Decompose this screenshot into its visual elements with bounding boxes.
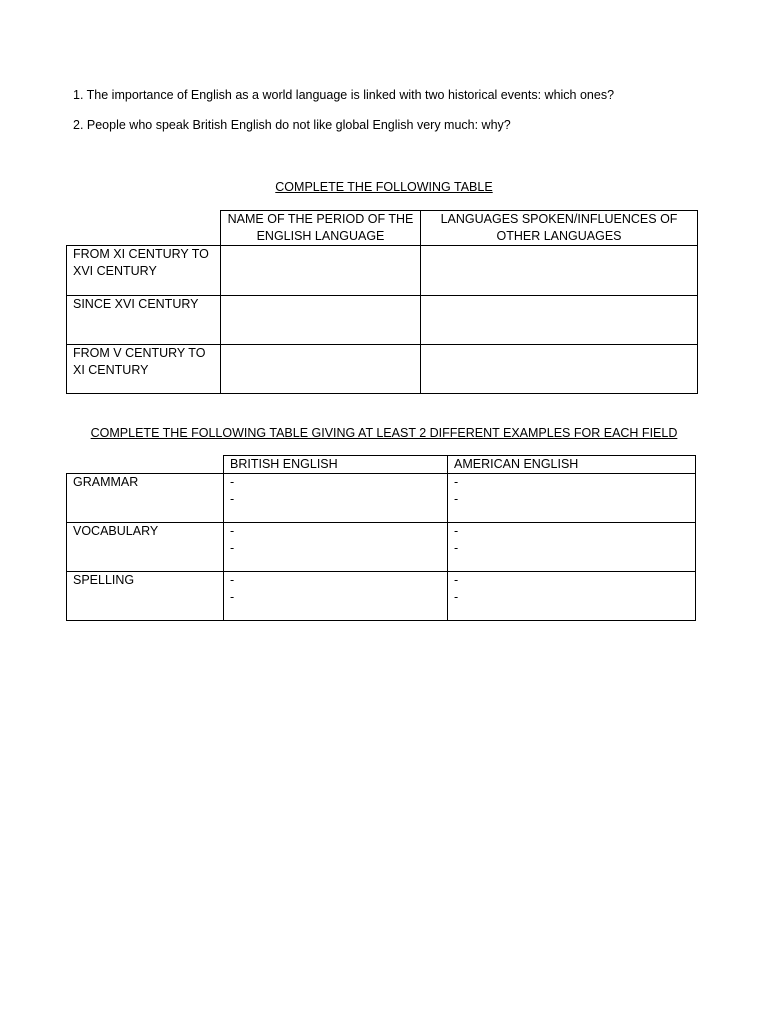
question-1: 1. The importance of English as a world language is linked with two historical events: which ones? xyxy=(73,88,615,102)
dash-bullet: - xyxy=(454,492,459,506)
header-period-name: NAME OF THE PERIOD OF THE ENGLISH LANGUAGE xyxy=(221,211,421,246)
varieties-table-header-row xyxy=(67,456,696,474)
table-row xyxy=(67,523,696,572)
languages-cell[interactable] xyxy=(421,345,698,394)
dash-bullet: - xyxy=(454,573,459,587)
period-name-cell[interactable] xyxy=(221,345,421,394)
dash-bullet: - xyxy=(454,541,459,555)
row-label: SPELLING xyxy=(67,572,224,621)
header-american-english: AMERICAN ENGLISH xyxy=(448,456,696,474)
empty-corner-cell xyxy=(67,211,221,246)
languages-cell[interactable] xyxy=(421,296,698,345)
table2-heading: COMPLETE THE FOLLOWING TABLE GIVING AT LEAST 2 DIFFERENT EXAMPLES FOR EACH FIELD xyxy=(90,426,678,440)
varieties-table xyxy=(66,455,696,621)
row-label: FROM XI CENTURY TO XVI CENTURY xyxy=(67,246,221,296)
dash-bullet: - xyxy=(454,524,459,538)
header-british-english: BRITISH ENGLISH xyxy=(224,456,448,474)
header-languages-spoken: LANGUAGES SPOKEN/INFLUENCES OF OTHER LANGUAGES xyxy=(421,211,698,246)
dash-bullet: - xyxy=(230,541,235,555)
table-row xyxy=(67,246,698,296)
british-example-cell[interactable] xyxy=(224,474,448,523)
dash-bullet: - xyxy=(230,590,235,604)
dash-bullet: - xyxy=(230,524,235,538)
table-row xyxy=(67,296,698,345)
languages-cell[interactable] xyxy=(421,246,698,296)
question-2: 2. People who speak British English do not like global English very much: why? xyxy=(73,118,511,132)
row-label: VOCABULARY xyxy=(67,523,224,572)
american-example-cell[interactable] xyxy=(448,523,696,572)
table-row xyxy=(67,345,698,394)
dash-bullet: - xyxy=(454,475,459,489)
american-example-cell[interactable] xyxy=(448,572,696,621)
dash-bullet: - xyxy=(454,590,459,604)
dash-bullet: - xyxy=(230,573,235,587)
table1-heading: COMPLETE THE FOLLOWING TABLE xyxy=(275,180,493,194)
table-row xyxy=(67,474,696,523)
period-name-cell[interactable] xyxy=(221,296,421,345)
empty-corner-cell xyxy=(67,456,224,474)
british-example-cell[interactable] xyxy=(224,572,448,621)
dash-bullet: - xyxy=(230,475,235,489)
british-example-cell[interactable] xyxy=(224,523,448,572)
row-label: GRAMMAR xyxy=(67,474,224,523)
row-label: SINCE XVI CENTURY xyxy=(67,296,221,345)
american-example-cell[interactable] xyxy=(448,474,696,523)
row-label: FROM V CENTURY TO XI CENTURY xyxy=(67,345,221,394)
period-name-cell[interactable] xyxy=(221,246,421,296)
period-table xyxy=(66,210,698,394)
period-table-header-row xyxy=(67,211,698,246)
table-row xyxy=(67,572,696,621)
dash-bullet: - xyxy=(230,492,235,506)
